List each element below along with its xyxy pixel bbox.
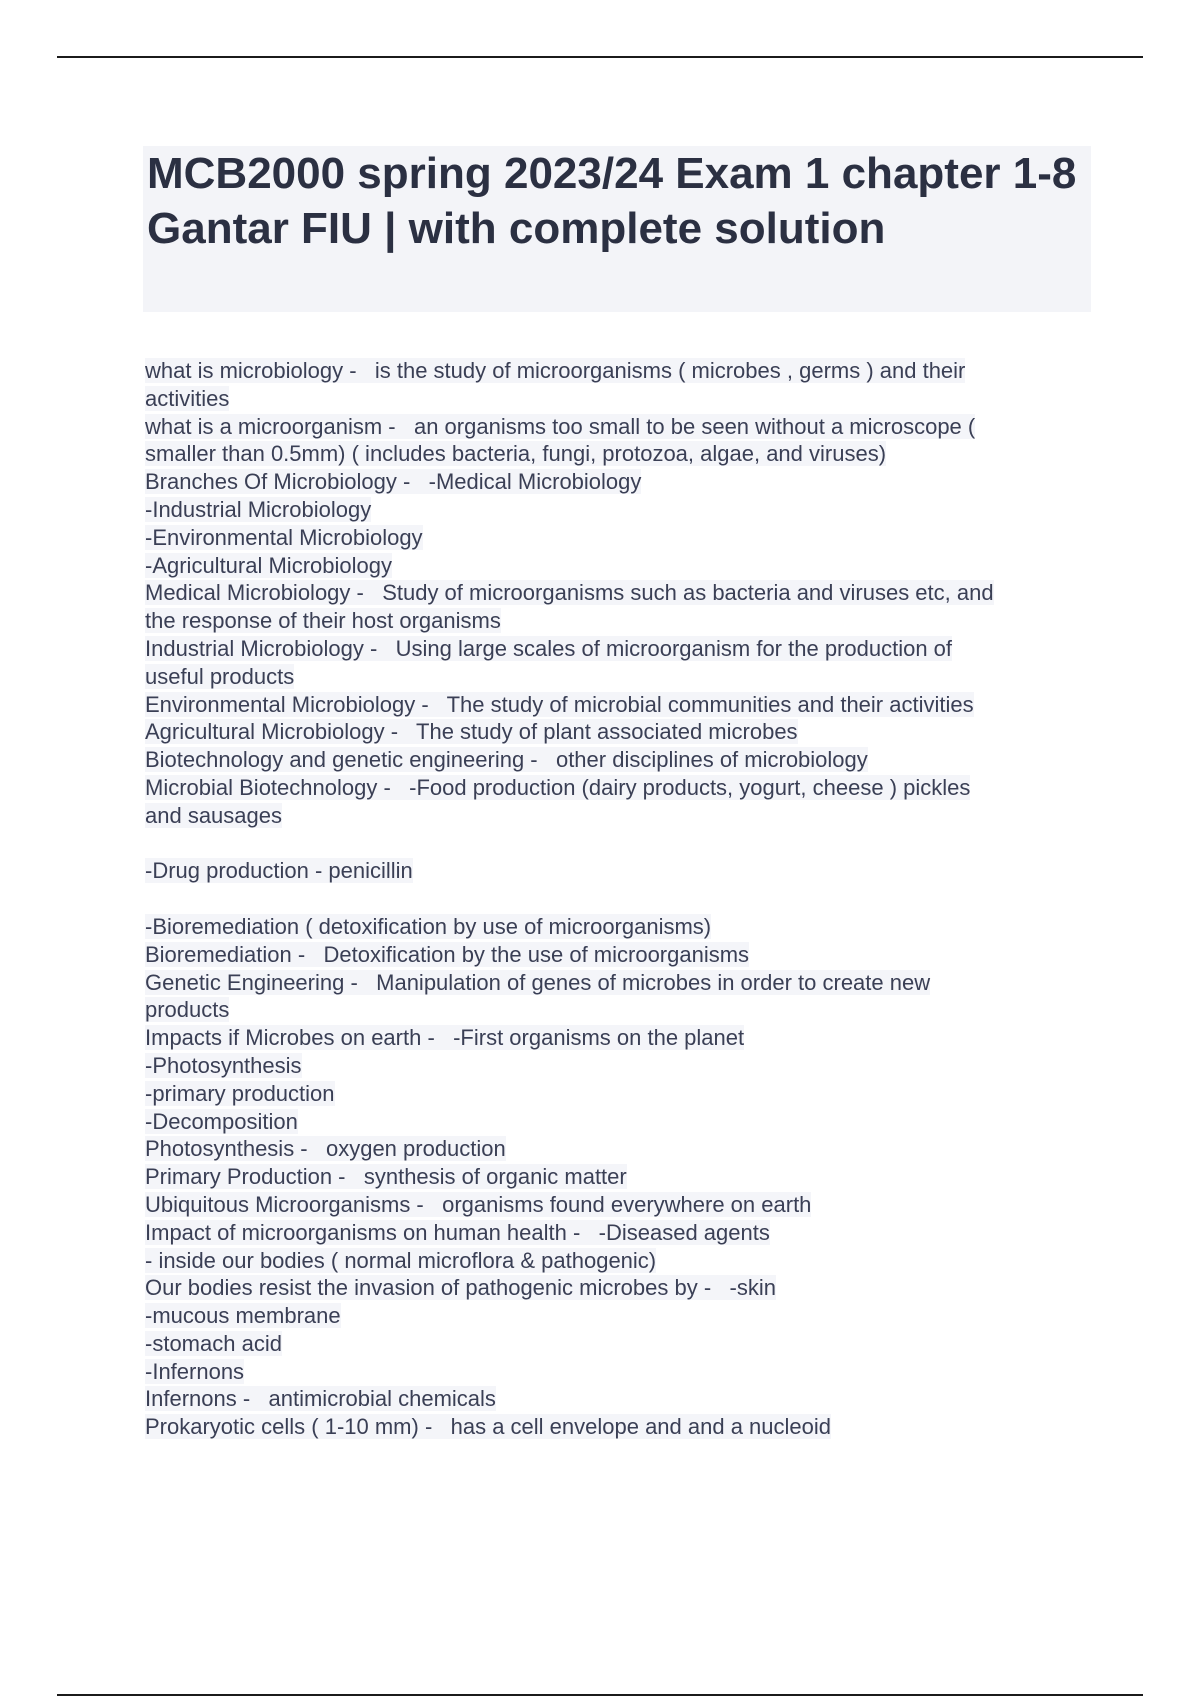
- text-line: Prokaryotic cells ( 1-10 mm) - has a cell envelope and and a nucleoid: [145, 1414, 832, 1440]
- title-block: [143, 146, 1091, 312]
- text-line: Environmental Microbiology - The study of microbial communities and their activities: [145, 691, 974, 717]
- text-line: Ubiquitous Microorganisms - organisms found everywhere on earth: [145, 1191, 812, 1217]
- text-line: -Drug production - penicillin: [145, 858, 413, 884]
- text-line: Infernons - antimicrobial chemicals: [145, 1386, 496, 1412]
- text-line: -stomach acid: [145, 1330, 282, 1356]
- text-line: Industrial Microbiology - Using large scales of microorganism for the production of: [145, 635, 953, 661]
- text-line: Genetic Engineering - Manipulation of genes of microbes in order to create new: [145, 969, 931, 995]
- text-line: Impacts if Microbes on earth - -First organisms on the planet: [145, 1025, 745, 1051]
- text-line: Primary Production - synthesis of organic matter: [145, 1164, 627, 1190]
- text-line: useful products: [145, 663, 295, 689]
- text-line: Photosynthesis - oxygen production: [145, 1136, 506, 1162]
- text-line: -Bioremediation ( detoxification by use of microorganisms): [145, 913, 712, 939]
- text-line: Impact of microorganisms on human health - -Diseased agents: [145, 1219, 770, 1245]
- bottom-rule: [57, 1694, 1143, 1696]
- text-line: products: [145, 997, 230, 1023]
- text-line: -Infernons: [145, 1358, 245, 1384]
- text-line: what is a microorganism - an organisms too small to be seen without a microscope (: [145, 413, 976, 439]
- text-line: -primary production: [145, 1080, 335, 1106]
- text-line: -Agricultural Microbiology: [145, 552, 392, 578]
- text-line: Agricultural Microbiology - The study of plant associated microbes: [145, 719, 798, 745]
- text-line: -Environmental Microbiology: [145, 524, 423, 550]
- text-line: Biotechnology and genetic engineering - other disciplines of microbiology: [145, 747, 868, 773]
- document-body: [145, 357, 1095, 1441]
- text-line: and sausages: [145, 802, 282, 828]
- text-line: Our bodies resist the invasion of pathogenic microbes by - -skin: [145, 1275, 776, 1301]
- text-line: -Photosynthesis: [145, 1052, 302, 1078]
- text-line: -mucous membrane: [145, 1303, 341, 1329]
- blank-line: [145, 885, 1095, 913]
- text-line: -Decomposition: [145, 1108, 298, 1134]
- top-rule: [57, 56, 1143, 58]
- text-line: Medical Microbiology - Study of microorganisms such as bacteria and viruses etc, and: [145, 580, 994, 606]
- document-title: MCB2000 spring 2023/24 Exam 1 chapter 1-8 Gantar FIU | with complete solution: [147, 149, 1077, 253]
- text-line: activities: [145, 385, 230, 411]
- text-line: Branches Of Microbiology - -Medical Microbiology: [145, 469, 642, 495]
- text-line: what is microbiology - is the study of microorganisms ( microbes , germs ) and their: [145, 358, 966, 383]
- text-line: the response of their host organisms: [145, 608, 501, 634]
- text-line: smaller than 0.5mm) ( includes bacteria, fungi, protozoa, algae, and viruses): [145, 441, 887, 467]
- text-line: -Industrial Microbiology: [145, 496, 372, 522]
- text-line: Bioremediation - Detoxification by the use of microorganisms: [145, 941, 750, 967]
- text-line: Microbial Biotechnology - -Food production (dairy products, yogurt, cheese ) pickles: [145, 774, 971, 800]
- blank-line: [145, 830, 1095, 858]
- text-line: - inside our bodies ( normal microflora & pathogenic): [145, 1247, 657, 1273]
